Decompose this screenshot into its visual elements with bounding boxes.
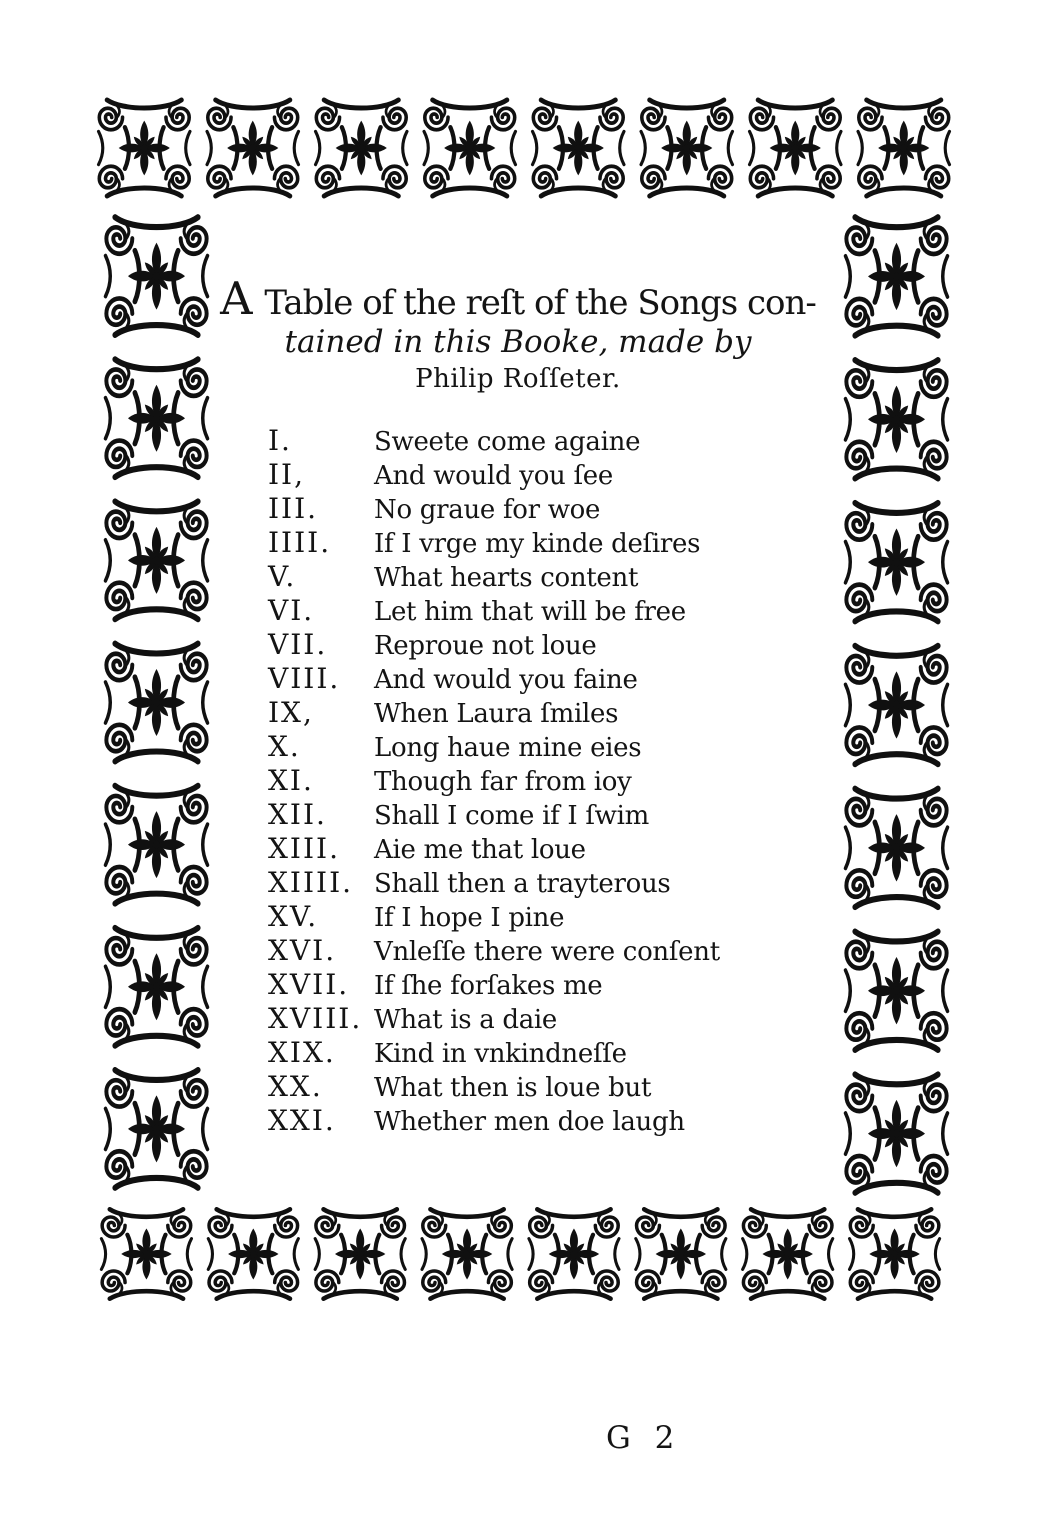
song-title: Sweete come againe: [374, 427, 641, 457]
song-numeral: XI.: [268, 764, 314, 797]
song-numeral: XX.: [268, 1070, 323, 1103]
ornamental-border-right: [836, 205, 957, 1205]
song-title: Reproue not loue: [374, 631, 597, 661]
song-numeral: XVII.: [268, 968, 350, 1001]
song-numeral: I.: [268, 424, 292, 457]
song-list: [268, 424, 720, 1138]
song-title: And would you ſee: [374, 461, 613, 491]
table-row: [268, 628, 720, 662]
table-row: [268, 730, 720, 764]
song-numeral: XXI.: [268, 1104, 336, 1137]
table-row: [268, 424, 720, 458]
table-row: [268, 1070, 720, 1104]
signature-mark: G 2: [606, 1420, 682, 1456]
song-numeral: X.: [268, 730, 301, 763]
song-numeral: III.: [268, 492, 319, 525]
song-title: When Laura ſmiles: [374, 699, 619, 729]
table-row: [268, 560, 720, 594]
song-numeral: IIII.: [268, 526, 332, 559]
table-row: [268, 696, 720, 730]
song-title: Shall then a trayterous: [374, 869, 671, 899]
song-title: And would you faine: [374, 665, 638, 695]
page-title: A Table of the reſt of the Songs con-: [220, 272, 816, 325]
table-row: [268, 934, 720, 968]
song-numeral: XIII.: [268, 832, 341, 865]
table-row: [268, 1002, 720, 1036]
ornamental-border-top: [90, 90, 958, 206]
song-title: If I vrge my kinde deſires: [374, 529, 701, 559]
song-numeral: II,: [268, 458, 306, 491]
table-row: [268, 764, 720, 798]
song-title: Kind in vnkindneſſe: [374, 1039, 627, 1069]
ornamental-border-bottom: [93, 1200, 948, 1308]
song-numeral: XIIII.: [268, 866, 354, 899]
song-title: What is a daie: [374, 1005, 558, 1035]
table-row: [268, 1036, 720, 1070]
song-title: Let him that will be free: [374, 597, 686, 627]
song-numeral: XIX.: [268, 1036, 336, 1069]
table-row: [268, 798, 720, 832]
table-row: [268, 492, 720, 526]
song-numeral: XVIII.: [268, 1002, 363, 1035]
song-title: What then is loue but: [374, 1073, 652, 1103]
song-title: Vnleſſe there were conſent: [374, 937, 720, 967]
song-title: Though far from ioy: [374, 767, 632, 797]
song-title: No graue for woe: [374, 495, 601, 525]
table-row: [268, 968, 720, 1002]
song-title: Whether men doe laugh: [374, 1107, 685, 1137]
table-row: [268, 900, 720, 934]
table-row: [268, 832, 720, 866]
song-numeral: XV.: [268, 900, 319, 933]
song-title: If I hope I pine: [374, 903, 565, 933]
table-row: [268, 594, 720, 628]
song-title: If ſhe forſakes me: [374, 971, 603, 1001]
song-numeral: IX,: [268, 696, 314, 729]
page-title-continuation: tained in this Booke, made by: [284, 324, 752, 360]
table-row: [268, 458, 720, 492]
song-numeral: XII.: [268, 798, 327, 831]
author-name: Philip Roſſeter.: [415, 364, 621, 394]
song-numeral: VIII.: [268, 662, 341, 695]
song-numeral: VII.: [268, 628, 328, 661]
song-title: Long haue mine eies: [374, 733, 642, 763]
song-numeral: XVI.: [268, 934, 337, 967]
song-title: Shall I come if I ſwim: [374, 801, 649, 831]
table-row: [268, 526, 720, 560]
song-numeral: VI.: [268, 594, 315, 627]
song-title: Aie me that loue: [374, 835, 586, 865]
table-row: [268, 1104, 720, 1138]
table-row: [268, 662, 720, 696]
song-numeral: V.: [268, 560, 297, 593]
table-row: [268, 866, 720, 900]
song-title: What hearts content: [374, 563, 639, 593]
